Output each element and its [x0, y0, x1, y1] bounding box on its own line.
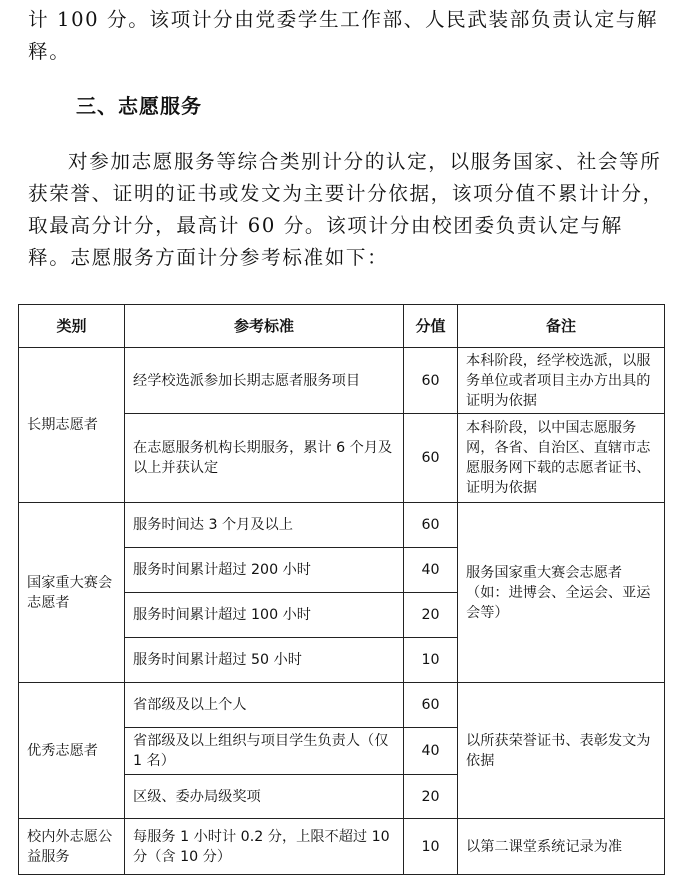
standard-cell: 在志愿服务机构长期服务，累计 6 个月及以上并获认定	[125, 414, 404, 503]
score-cell: 40	[404, 728, 458, 775]
header-category: 类别	[19, 305, 125, 348]
section-heading: 三、志愿服务	[76, 94, 202, 118]
standard-cell: 服务时间达 3 个月及以上	[125, 503, 404, 548]
category-cell: 优秀志愿者	[19, 683, 125, 819]
volunteer-scoring-table	[18, 304, 665, 875]
score-cell: 60	[404, 414, 458, 503]
note-cell: 以第二课堂系统记录为准	[458, 819, 665, 875]
standard-cell: 服务时间累计超过 200 小时	[125, 548, 404, 593]
header-score: 分值	[404, 305, 458, 348]
category-cell: 校内外志愿公益服务	[19, 819, 125, 875]
table-row	[19, 348, 665, 414]
score-cell: 60	[404, 683, 458, 728]
score-cell: 10	[404, 638, 458, 683]
note-cell: 以所获荣誉证书、表彰发文为依据	[458, 683, 665, 819]
paragraph-intro-tail: 计 100 分。该项计分由党委学生工作部、人民武装部负责认定与解释。	[28, 8, 659, 63]
score-cell: 60	[404, 348, 458, 414]
standard-cell: 省部级及以上个人	[125, 683, 404, 728]
standard-cell: 每服务 1 小时计 0.2 分，上限不超过 10 分（含 10 分）	[125, 819, 404, 875]
paragraph-section-body: 对参加志愿服务等综合类别计分的认定，以服务国家、社会等所获荣誉、证明的证书或发文为主要计分依据，该项分值不累计计分，取最高分计分，最高计 60 分。该项计分由校团委负责认定与解释。志愿服务方面计分参考标准如下：	[28, 150, 664, 269]
standard-cell: 区级、委办局级奖项	[125, 775, 404, 819]
score-cell: 10	[404, 819, 458, 875]
table-row	[19, 683, 665, 728]
standard-cell: 服务时间累计超过 100 小时	[125, 593, 404, 638]
category-cell: 长期志愿者	[19, 348, 125, 503]
note-cell: 服务国家重大赛会志愿者（如：进博会、全运会、亚运会等）	[458, 503, 665, 683]
note-cell: 本科阶段，经学校选派，以服务单位或者项目主办方出具的证明为依据	[458, 348, 665, 414]
score-cell: 20	[404, 593, 458, 638]
header-note: 备注	[458, 305, 665, 348]
score-cell: 40	[404, 548, 458, 593]
note-cell: 本科阶段，以中国志愿服务网，各省、自治区、直辖市志愿服务网下载的志愿者证书、证明为依据	[458, 414, 665, 503]
standard-cell: 省部级及以上组织与项目学生负责人（仅 1 名）	[125, 728, 404, 775]
table-row	[19, 503, 665, 548]
table-row	[19, 819, 665, 875]
header-standard: 参考标准	[125, 305, 404, 348]
score-cell: 60	[404, 503, 458, 548]
score-cell: 20	[404, 775, 458, 819]
standard-cell: 服务时间累计超过 50 小时	[125, 638, 404, 683]
standard-cell: 经学校选派参加长期志愿者服务项目	[125, 348, 404, 414]
category-cell: 国家重大赛会志愿者	[19, 503, 125, 683]
table-header-row	[19, 305, 665, 348]
